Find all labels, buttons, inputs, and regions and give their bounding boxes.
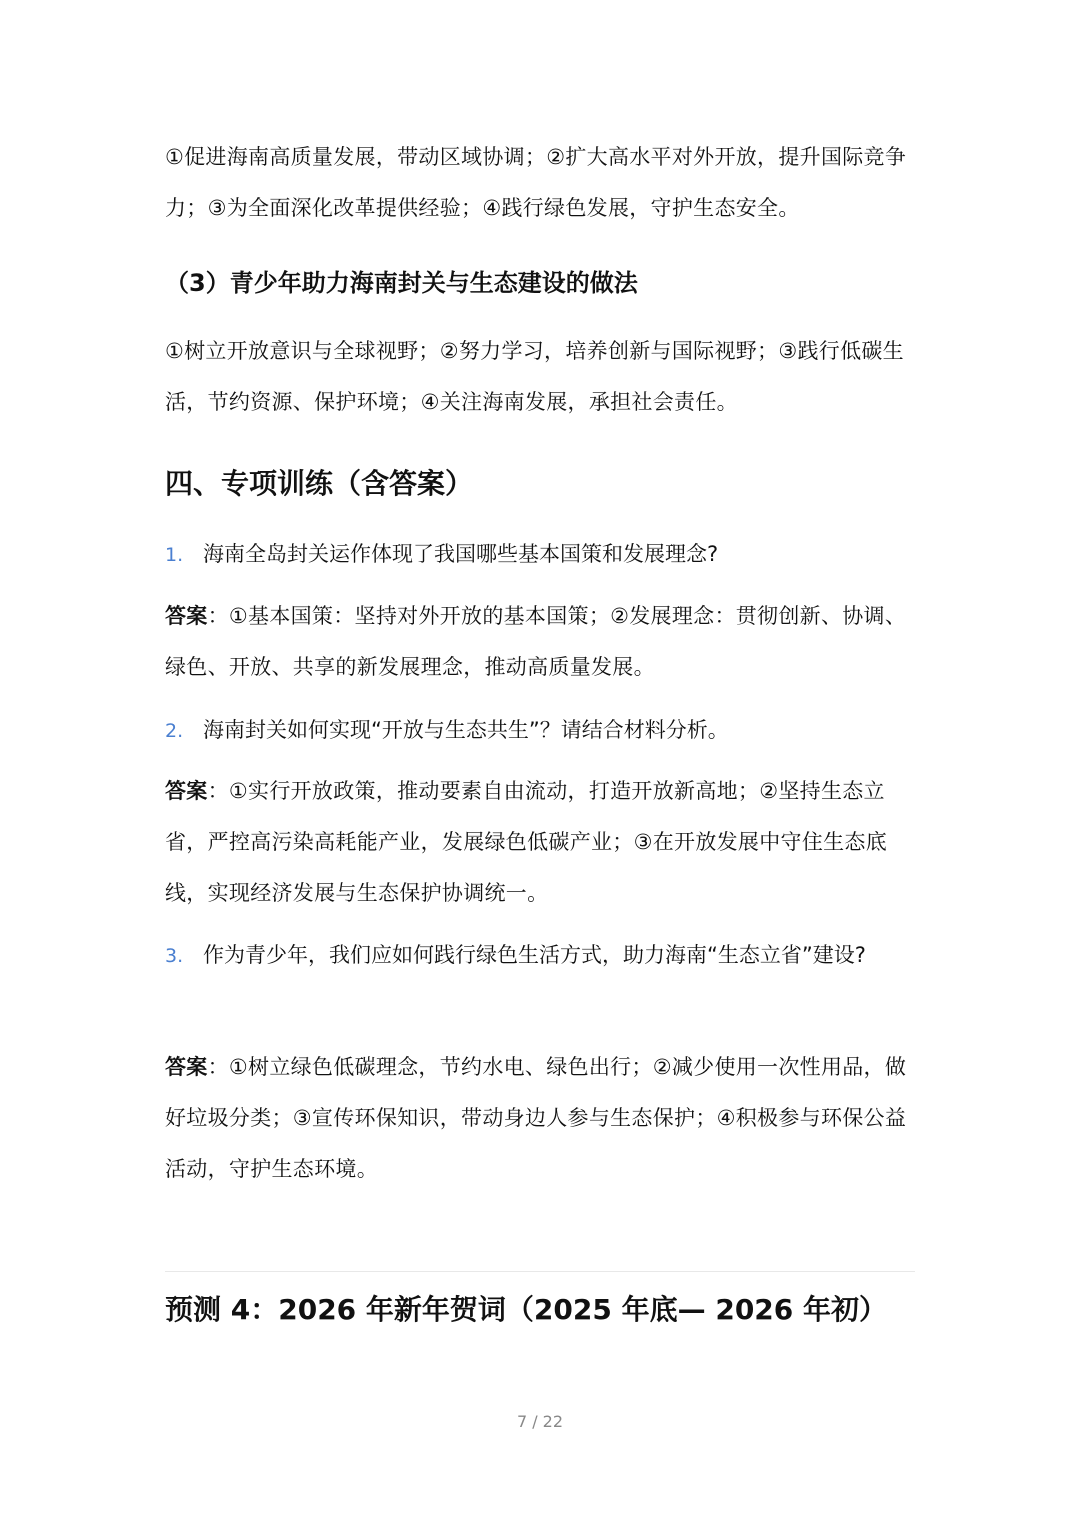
answer-label: 答案 (165, 779, 208, 803)
section-divider (165, 1271, 915, 1272)
answer-text: ：①基本国策：坚持对外开放的基本国策；②发展理念：贯彻创新、协调、绿色、开放、共享的新发展理念，推动高质量发展。 (165, 604, 907, 679)
next-section-heading: 预测 4：2026 年新年贺词（2025 年底— 2026 年初） (165, 1293, 888, 1326)
section-4-heading: 四、专项训练（含答案） (165, 467, 474, 500)
answer-2 (165, 766, 910, 919)
answer-3 (165, 1042, 910, 1195)
answer-text: ：①实行开放政策，推动要素自由流动，打造开放新高地；②坚持生态立省，严控高污染高耗能产业，发展绿色低碳产业；③在开放发展中守住生态底线，实现经济发展与生态保护协调统一。 (165, 779, 888, 905)
subsection-3-heading: （3）青少年助力海南封关与生态建设的做法 (165, 269, 638, 297)
paragraph-youth-actions: ①树立开放意识与全球视野；②努力学习，培养创新与国际视野；③践行低碳生活，节约资源、保护环境；④关注海南发展，承担社会责任。 (165, 339, 904, 414)
answer-label: 答案 (165, 604, 208, 628)
question-text: 海南封关如何实现“开放与生态共生”？请结合材料分析。 (203, 718, 729, 742)
question-number: 2. (165, 720, 184, 742)
question-1 (165, 529, 910, 581)
question-2 (165, 705, 910, 757)
answer-label: 答案 (165, 1055, 208, 1079)
question-text: 海南全岛封关运作体现了我国哪些基本国策和发展理念? (203, 542, 719, 566)
question-text: 作为青少年，我们应如何践行绿色生活方式，助力海南“生态立省”建设? (203, 943, 866, 967)
page-indicator: 7 / 22 (516, 1412, 564, 1431)
question-number: 3. (165, 945, 184, 967)
answer-text: ：①树立绿色低碳理念，节约水电、绿色出行；②减少使用一次性用品，做好垃圾分类；③宣传环保知识，带动身边人参与生态保护；④积极参与环保公益活动，守护生态环境。 (165, 1055, 907, 1181)
answer-1 (165, 591, 910, 693)
paragraph-significance: ①促进海南高质量发展，带动区域协调；②扩大高水平对外开放，提升国际竞争力；③为全面深化改革提供经验；④践行绿色发展，守护生态安全。 (165, 145, 907, 220)
question-number: 1. (165, 544, 184, 566)
question-3 (165, 930, 910, 982)
